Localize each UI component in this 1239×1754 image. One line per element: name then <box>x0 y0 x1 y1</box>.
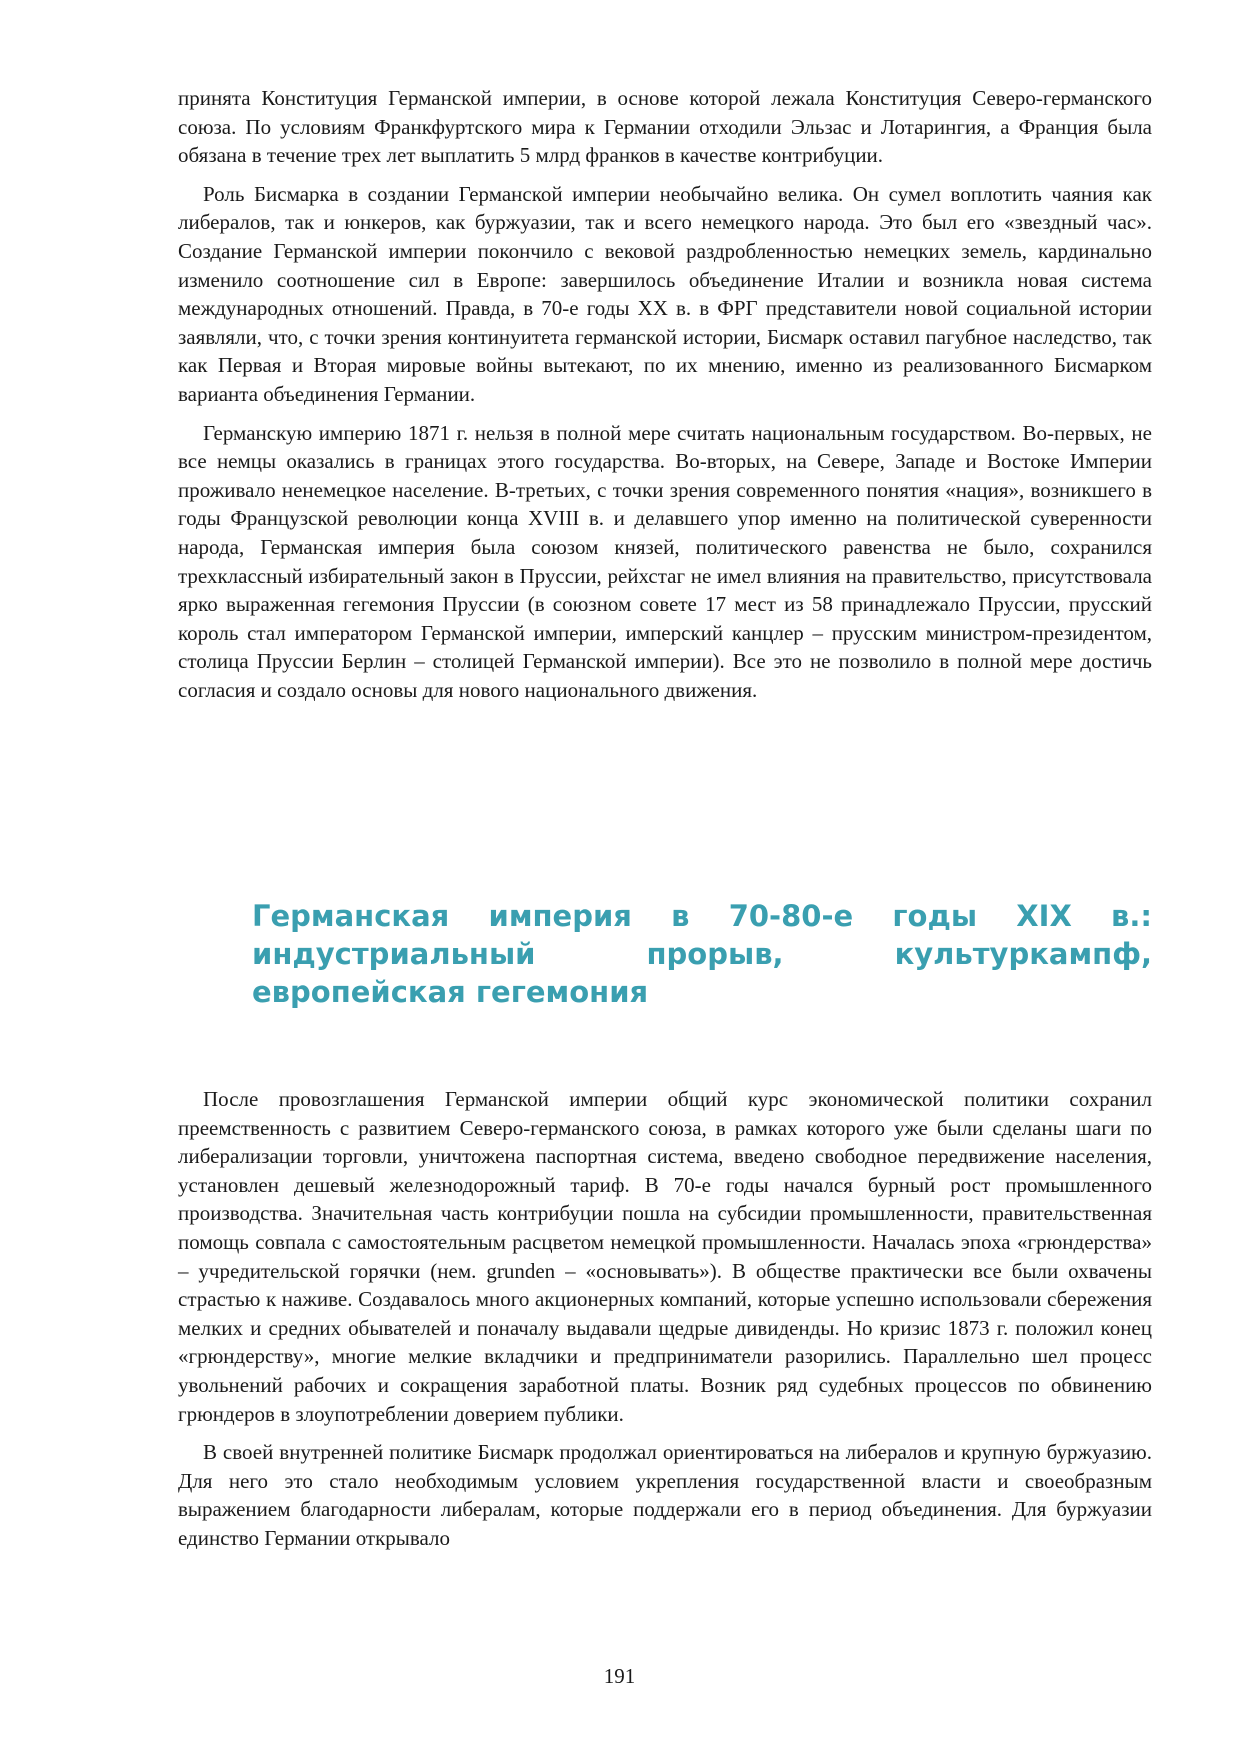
paragraph-continuation: принята Конституция Германской империи, в основе которой лежала Конституция Северо-германского союза. По условиям Франкфуртского мира к Германии отходили Эльзас и Лотарингия, а Франция была обязана в течение трех лет выплатить 5 млрд франков в качестве контрибуции. <box>178 86 1152 168</box>
section-heading: Германская империя в 70-80-е годы XIX в.: индустриальный прорыв, культуркампф, европейская гегемония <box>252 899 1152 1009</box>
top-text-section <box>178 84 1152 714</box>
bottom-text-section <box>178 1085 1152 1563</box>
paragraph-german-empire-1871: Германскую империю 1871 г. нельзя в полной мере считать национальным государством. Во-первых, не все немцы оказались в границах этого государства. Во-вторых, на Севере, Западе и Востоке Империи проживало ненемецкое население. В-третьих, с точки зрения современного понятия «нация», возникшего в годы Французской революции конца XVIII в. и делавшего упор именно на политической суверенности народа, Германская империя была союзом князей, политического равенства не было, сохранился трехклассный избирательный закон в Пруссии, рейхстаг не имел влияния на правительство, присутствовала ярко выраженная гегемония Пруссии (в союзном совете 17 мест из 58 принадлежало Пруссии, прусский король стал императором Германской империи, имперский канцлер – прусским министром-президентом, столица Пруссии Берлин – столицей Германской империи). Все это не позволило в полной мере достичь согласия и создало основы для нового национального движения. <box>178 420 1152 702</box>
page-number: 191 <box>603 1664 636 1688</box>
paragraph-bismarck-role: Роль Бисмарка в создании Германской империи необычайно велика. Он сумел воплотить чаяния как либералов, так и юнкеров, как буржуазии, так и всего немецкого народа. Это был его «звездный час». Создание Германской империи покончило с вековой раздробленностью немецких земель, кардинально изменило соотношение сил в Европе: завершилось объединение Италии и возникла новая система международных отношений. Правда, в 70-е годы XX в. в ФРГ представители новой социальной истории заявляли, что, с точки зрения континуитета германской истории, Бисмарк оставил пагубное наследство, так как Первая и Вторая мировые войны вытекают, по их мнению, именно из реализованного Бисмарком варианта объединения Германии. <box>178 181 1152 406</box>
paragraph-domestic-policy: В своей внутренней политике Бисмарк продолжал ориентироваться на либералов и крупную буржуазию. Для него это стало необходимым условием укрепления государственной власти и своеобразным выражением благодарности либералам, которые поддержали его в период объединения. Для буржуазии единство Германии открывало <box>178 1440 1152 1550</box>
paragraph-economic-policy: После провозглашения Германской империи общий курс экономической политики сохранил преемственность с развитием Северо-германского союза, в рамках которого уже были сделаны шаги по либерализации торговли, уничтожена паспортная система, введено свободное передвижение населения, установлен дешевый железнодорожный тариф. В 70-е годы начался бурный рост промышленного производства. Значительная часть контрибуции пошла на субсидии промышленности, правительственная помощь совпала с самостоятельным расцветом немецкой промышленности. Началась эпоха «грюндерства» – учредительской горячки (нем. grunden – «основывать»). В обществе практически все были охвачены страстью к наживе. Создавалось много акционерных компаний, которые успешно использовали сбережения мелких и средних обывателей и поначалу выдавали щедрые дивиденды. Но кризис 1873 г. положил конец «грюндерству», многие мелкие вкладчики и предприниматели разорились. Параллельно шел процесс увольнений рабочих и сокращения заработной платы. Возник ряд судебных процессов по обвинению грюндеров в злоупотреблении доверием публики. <box>178 1087 1152 1426</box>
